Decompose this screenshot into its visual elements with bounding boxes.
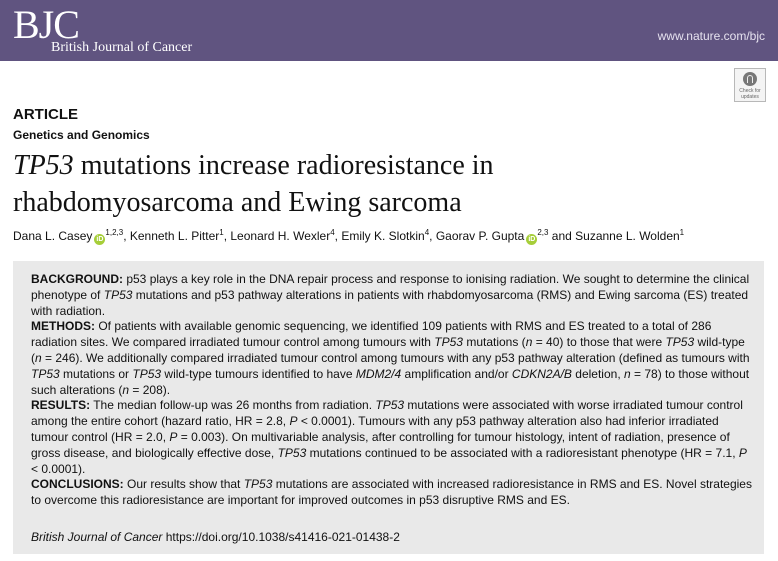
orcid-icon[interactable]: iD (528, 236, 536, 243)
article-section: Genetics and Genomics (13, 128, 150, 142)
article-title: TP53 mutations increase radioresistance in rhabdomyosarcoma and Ewing sarcoma (13, 150, 494, 218)
orcid-icon[interactable]: iD (96, 236, 104, 243)
article-type: ARTICLE (13, 106, 78, 123)
author-affiliation: 2,3 (537, 228, 549, 237)
abstract-background: BACKGROUND: p53 plays a key role in the DNA repair process and response to ionising radiation. We sought to determine the clinical phenotype of TP53 mutations and p53 pathway alterations in patients with rhabdomyosarcoma (RMS) and Ewing sarcoma (ES) treated with radiation. (31, 272, 750, 318)
author-affiliation: 4 (424, 228, 430, 237)
journal-logo[interactable]: BJC (13, 2, 79, 47)
check-updates-label: Check for updates (739, 88, 761, 100)
author-name[interactable]: Suzanne L. Wolden (575, 229, 680, 243)
journal-url-link[interactable]: www.nature.com/bjc (657, 29, 765, 43)
check-updates-icon (743, 72, 757, 86)
doi-link[interactable]: https://doi.org/10.1038/s41416-021-01438-2 (162, 530, 400, 544)
author-name[interactable]: Emily K. Slotkin (341, 229, 425, 243)
journal-name: British Journal of Cancer (51, 40, 193, 55)
check-for-updates-button[interactable] (734, 68, 766, 102)
author-name[interactable]: Dana L. Casey (13, 229, 93, 243)
author-name[interactable]: Kenneth L. Pitter (129, 229, 220, 243)
author-name[interactable]: Leonard H. Wexler (230, 229, 331, 243)
citation-line (31, 530, 400, 545)
author-affiliation: 1 (219, 228, 224, 237)
author-affiliation: 1,2,3 (105, 228, 124, 237)
journal-header (0, 0, 778, 61)
abstract-methods: METHODS: Of patients with available genomic sequencing, we identified 109 patients with RMS and ES treated to a total of 286 radiation sites. We compared irradiated tumour control among tumours with TP53 mutations (n = 40) to those that were TP53 wild-type (n = 246). We additionally compared irradiated tumour control among tumours with any p53 pathway alteration (defined as tumours with TP53 mutations or TP53 wild-type tumours identified to have MDM2/4 amplification and/or CDKN2A/B deletion, n = 78) to those without such alterations (n = 208). (31, 319, 750, 397)
abstract-conclusions: CONCLUSIONS: Our results show that TP53 mutations are associated with increased radioresistance in RMS and ES. Novel strategies to overcome this radioresistance are important for improved outcomes in p53 disruptive RMS and ES. (31, 477, 752, 508)
author-affiliation: 1 (679, 228, 685, 237)
citation-journal: British Journal of Cancer (31, 530, 163, 544)
abstract-results: RESULTS: The median follow-up was 26 months from radiation. TP53 mutations were associated with worse irradiated tumour control among the entire cohort (hazard ratio, HR = 2.8, P < 0.0001). Tumours with any p53 pathway alteration also had inferior irradiated tumour control (HR = 2.0, P = 0.003). On multivariable analysis, after controlling for tumour histology, intent of radiation, presence of gross disease, and biologically effective dose, TP53 mutations continued to be associated with a radioresistant phenotype (HR = 7.1, P < 0.0001). (31, 398, 747, 476)
author-list: Dana L. Casey iD$^{1,2,3}$, Kenneth L. Pitter$^1$, Leonard H. Wexler$^4$, Emily K. Slotkin$^4$, Gaorav P. Gupta iD$^{2,3}$ and Suzanne L. Wolden$^1$ (13, 228, 685, 243)
author-affiliation: 4 (330, 228, 335, 237)
author-name[interactable]: Gaorav P. Gupta (435, 229, 525, 243)
abstract-box (13, 261, 764, 554)
